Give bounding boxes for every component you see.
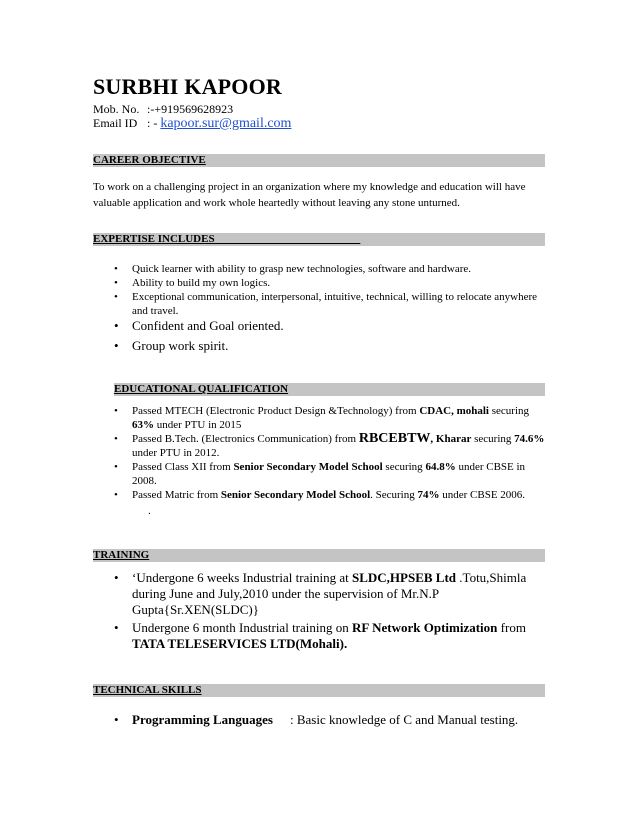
expertise-list xyxy=(114,262,548,318)
mobile-value: :-+919569628923 xyxy=(147,102,234,116)
list-item: • Passed Class XII from Senior Secondary Model School securing 64.8% under CBSE in 2008. xyxy=(114,460,548,488)
list-item: • ‘Undergone 6 weeks Industrial training at SLDC,HPSEB Ltd .Totu,Shimla during June and July,2010 under the supervision of Mr.N.P Gupta{Sr.XEN(SLDC)} xyxy=(114,570,548,618)
mobile-line xyxy=(93,102,233,117)
education-heading: EDUCATIONAL QUALIFICATION xyxy=(114,383,545,396)
mobile-label: Mob. No. xyxy=(93,102,140,116)
skills-list xyxy=(114,712,548,728)
education-list xyxy=(114,404,548,502)
list-item: • Confident and Goal oriented. xyxy=(114,318,548,334)
list-item: • Group work spirit. xyxy=(114,338,548,354)
list-item: • Quick learner with ability to grasp new technologies, software and hardware. xyxy=(114,262,548,276)
career-objective-text: To work on a challenging project in an organization where my knowledge and education will have valuable application and work whole heartedly without leaving any stone unturned. xyxy=(93,181,526,209)
career-objective-heading: CAREER OBJECTIVE xyxy=(93,154,545,167)
email-link[interactable]: kapoor.sur@gmail.com xyxy=(160,116,292,131)
candidate-name: SURBHI KAPOOR xyxy=(93,74,283,99)
email-line xyxy=(93,116,291,132)
list-item: • Ability to build my own logics. xyxy=(114,276,548,290)
email-label: Email ID xyxy=(93,116,138,130)
list-item: • Exceptional communication, interpersonal, intuitive, technical, willing to relocate anywhere and travel. xyxy=(114,290,548,318)
training-list xyxy=(114,570,548,652)
expertise-heading xyxy=(93,233,545,246)
list-item: • Undergone 6 month Industrial training on RF Network Optimization from TATA TELESERVICES LTD(Mohali). xyxy=(114,620,548,652)
training-heading: TRAINING xyxy=(93,549,545,562)
expertise-list-large xyxy=(114,318,548,354)
email-separator: : - xyxy=(147,116,158,130)
trailing-dot: . xyxy=(148,505,151,517)
list-item: • Passed MTECH (Electronic Product Design &Technology) from CDAC, mohali securing 63% under PTU in 2015 xyxy=(114,404,548,432)
list-item: • Passed B.Tech. (Electronics Communication) from RBCEBTW, Kharar securing 74.6% under PTU in 2012. xyxy=(114,432,548,460)
expertise-heading-text: EXPERTISE INCLUDES xyxy=(93,233,215,245)
list-item: • Programming Languages : Basic knowledge of C and Manual testing. xyxy=(114,712,548,728)
technical-skills-heading: TECHNICAL SKILLS xyxy=(93,684,545,697)
list-item: • Passed Matric from Senior Secondary Model School. Securing 74% under CBSE 2006. xyxy=(114,488,548,502)
